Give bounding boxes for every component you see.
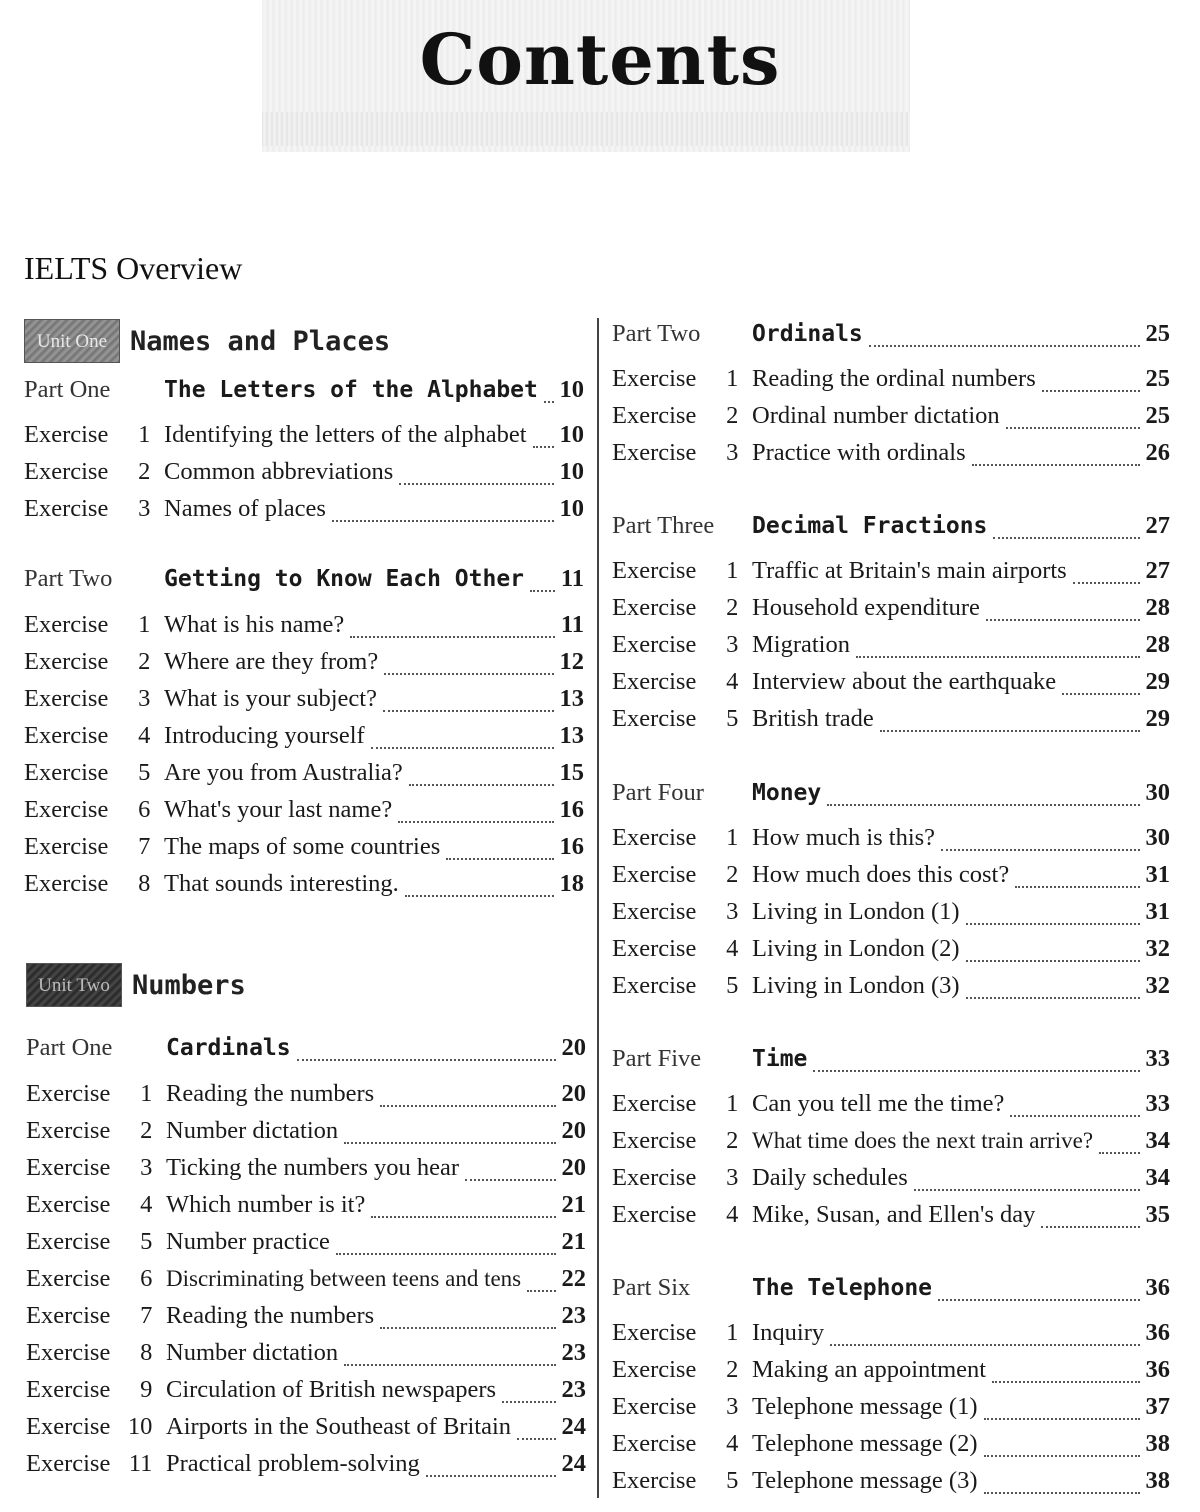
exercise-label: Exercise 11 bbox=[26, 1450, 153, 1477]
toc-part-row[interactable] bbox=[612, 1045, 1170, 1081]
exercise-label: Exercise 3 bbox=[24, 685, 151, 712]
leader-dots bbox=[446, 858, 553, 860]
leader-dots bbox=[992, 1381, 1139, 1383]
leader-dots bbox=[544, 401, 554, 403]
exercise-label: Exercise 1 bbox=[612, 1319, 739, 1346]
page-number: 16 bbox=[559, 833, 584, 860]
toc-exercise-row[interactable] bbox=[612, 935, 1170, 971]
toc-exercise-row[interactable] bbox=[612, 1201, 1170, 1237]
page-number: 11 bbox=[560, 565, 584, 592]
exercise-label: Exercise 2 bbox=[612, 402, 739, 429]
page-number: 28 bbox=[1145, 594, 1170, 621]
leader-dots bbox=[869, 345, 1140, 347]
leader-dots bbox=[380, 1327, 555, 1329]
leader-dots bbox=[344, 1142, 555, 1144]
exercise-label: Exercise 6 bbox=[26, 1265, 153, 1292]
exercise-title: Interview about the earthquake bbox=[752, 668, 1057, 695]
part-title: Ordinals bbox=[752, 321, 863, 347]
exercise-title: Circulation of British newspapers bbox=[166, 1376, 497, 1403]
exercise-title: Migration bbox=[752, 631, 850, 658]
page-number: 29 bbox=[1145, 668, 1170, 695]
exercise-title: Household expenditure bbox=[752, 594, 980, 621]
toc-exercise-row[interactable] bbox=[24, 796, 584, 832]
unit-badge: Unit One bbox=[24, 319, 120, 363]
leader-dots bbox=[1073, 582, 1140, 584]
page-number: 25 bbox=[1145, 320, 1170, 347]
exercise-label: Exercise 2 bbox=[612, 861, 739, 888]
page-number: 12 bbox=[559, 648, 584, 675]
page-number: 10 bbox=[559, 458, 584, 485]
leader-dots bbox=[941, 849, 1139, 851]
page-number: 15 bbox=[559, 759, 584, 786]
leader-dots bbox=[398, 821, 553, 823]
exercise-label: Exercise 4 bbox=[24, 722, 151, 749]
part-label: Part Four bbox=[612, 779, 704, 806]
exercise-title: Daily schedules bbox=[752, 1164, 908, 1191]
exercise-title: Telephone message (3) bbox=[752, 1467, 978, 1494]
page-number: 18 bbox=[559, 870, 584, 897]
exercise-label: Exercise 9 bbox=[26, 1376, 153, 1403]
toc-exercise-row[interactable] bbox=[612, 1164, 1170, 1200]
leader-dots bbox=[880, 730, 1140, 732]
exercise-title: Making an appointment bbox=[752, 1356, 987, 1383]
part-title: The Letters of the Alphabet bbox=[164, 377, 538, 403]
leader-dots bbox=[405, 895, 554, 897]
exercise-title: What is his name? bbox=[164, 611, 345, 638]
leader-dots bbox=[1015, 886, 1139, 888]
leader-dots bbox=[966, 960, 1140, 962]
exercise-title: Reading the ordinal numbers bbox=[752, 365, 1036, 392]
exercise-title: The maps of some countries bbox=[164, 833, 441, 860]
leader-dots bbox=[856, 656, 1140, 658]
exercise-title: Telephone message (2) bbox=[752, 1430, 978, 1457]
page-number: 30 bbox=[1145, 779, 1170, 806]
exercise-title: Ordinal number dictation bbox=[752, 402, 1000, 429]
exercise-title: Reading the numbers bbox=[166, 1080, 375, 1107]
toc-exercise-row[interactable] bbox=[26, 1154, 586, 1190]
exercise-label: Exercise 2 bbox=[26, 1117, 153, 1144]
exercise-label: Exercise 7 bbox=[24, 833, 151, 860]
part-label: Part Three bbox=[612, 512, 715, 539]
page-number: 38 bbox=[1145, 1430, 1170, 1457]
page-number: 23 bbox=[561, 1339, 586, 1366]
exercise-label: Exercise 10 bbox=[26, 1413, 153, 1440]
leader-dots bbox=[1041, 1226, 1139, 1228]
toc-exercise-row[interactable] bbox=[26, 1376, 586, 1412]
exercise-title: Ticking the numbers you hear bbox=[166, 1154, 460, 1181]
exercise-label: Exercise 1 bbox=[612, 1090, 739, 1117]
toc-exercise-row[interactable] bbox=[612, 1393, 1170, 1429]
leader-dots bbox=[1006, 427, 1140, 429]
part-title: Money bbox=[752, 780, 822, 806]
leader-dots bbox=[336, 1253, 556, 1255]
exercise-title: Living in London (1) bbox=[752, 898, 960, 925]
exercise-title: Number practice bbox=[166, 1228, 330, 1255]
leader-dots bbox=[383, 710, 554, 712]
exercise-label: Exercise 1 bbox=[612, 824, 739, 851]
leader-dots bbox=[426, 1475, 556, 1477]
toc-exercise-row[interactable] bbox=[24, 458, 584, 494]
page-number: 25 bbox=[1145, 402, 1170, 429]
toc-part-row[interactable] bbox=[26, 1034, 586, 1070]
exercise-title: Introducing yourself bbox=[164, 722, 365, 749]
toc-part-row[interactable] bbox=[612, 779, 1170, 815]
exercise-label: Exercise 4 bbox=[612, 1201, 739, 1228]
part-title: The Telephone bbox=[752, 1275, 933, 1301]
exercise-label: Exercise 3 bbox=[612, 898, 739, 925]
exercise-title: Common abbreviations bbox=[164, 458, 394, 485]
exercise-title: Where are they from? bbox=[164, 648, 379, 675]
leader-dots bbox=[813, 1070, 1139, 1072]
toc-part-row[interactable] bbox=[612, 512, 1170, 548]
toc-exercise-row[interactable] bbox=[24, 870, 584, 906]
page-number: 31 bbox=[1145, 898, 1170, 925]
exercise-label: Exercise 4 bbox=[26, 1191, 153, 1218]
exercise-label: Exercise 4 bbox=[612, 1430, 739, 1457]
page-number: 21 bbox=[561, 1191, 586, 1218]
toc-exercise-row[interactable] bbox=[24, 759, 584, 795]
exercise-title: Are you from Australia? bbox=[164, 759, 403, 786]
leader-dots bbox=[409, 784, 554, 786]
page-number: 22 bbox=[561, 1265, 586, 1292]
exercise-label: Exercise 3 bbox=[612, 439, 739, 466]
unit-title[interactable]: Names and Places bbox=[130, 325, 391, 357]
page-number: 27 bbox=[1145, 512, 1170, 539]
exercise-title: Living in London (3) bbox=[752, 972, 960, 999]
page-number: 36 bbox=[1145, 1319, 1170, 1346]
page-number: 16 bbox=[559, 796, 584, 823]
part-label: Part Two bbox=[612, 320, 701, 347]
toc-exercise-row[interactable] bbox=[612, 1467, 1170, 1503]
toc-exercise-row[interactable] bbox=[612, 1090, 1170, 1126]
toc-exercise-row[interactable] bbox=[612, 824, 1170, 860]
leader-dots bbox=[1042, 390, 1140, 392]
exercise-label: Exercise 1 bbox=[26, 1080, 153, 1107]
toc-exercise-row[interactable] bbox=[26, 1302, 586, 1338]
toc-exercise-row[interactable] bbox=[24, 833, 584, 869]
exercise-label: Exercise 4 bbox=[612, 935, 739, 962]
exercise-label: Exercise 2 bbox=[612, 594, 739, 621]
toc-exercise-row[interactable] bbox=[612, 1356, 1170, 1392]
exercise-title: Discriminating between teens and tens bbox=[166, 1266, 522, 1291]
leader-dots bbox=[384, 673, 553, 675]
exercise-label: Exercise 5 bbox=[612, 705, 739, 732]
unit-badge: Unit Two bbox=[26, 963, 122, 1007]
part-label: Part Five bbox=[612, 1045, 702, 1072]
page-number: 24 bbox=[561, 1413, 586, 1440]
page-number: 10 bbox=[559, 495, 584, 522]
toc-exercise-row[interactable] bbox=[26, 1265, 586, 1301]
toc-exercise-row[interactable] bbox=[26, 1413, 586, 1449]
exercise-label: Exercise 6 bbox=[24, 796, 151, 823]
toc-exercise-row[interactable] bbox=[612, 402, 1170, 438]
page-number: 33 bbox=[1145, 1090, 1170, 1117]
exercise-label: Exercise 3 bbox=[612, 1393, 739, 1420]
page-number: 21 bbox=[561, 1228, 586, 1255]
toc-exercise-row[interactable] bbox=[612, 1127, 1170, 1163]
leader-dots bbox=[984, 1455, 1140, 1457]
exercise-label: Exercise 3 bbox=[26, 1154, 153, 1181]
exercise-title: That sounds interesting. bbox=[164, 870, 399, 897]
toc-exercise-row[interactable] bbox=[24, 495, 584, 531]
toc-exercise-row[interactable] bbox=[26, 1450, 586, 1486]
page-number: 10 bbox=[559, 376, 584, 403]
leader-dots bbox=[830, 1344, 1139, 1346]
exercise-label: Exercise 1 bbox=[612, 365, 739, 392]
exercise-title: Which number is it? bbox=[166, 1191, 366, 1218]
part-title: Decimal Fractions bbox=[752, 513, 988, 539]
toc-exercise-row[interactable] bbox=[24, 611, 584, 647]
page-number: 34 bbox=[1145, 1127, 1170, 1154]
toc-exercise-row[interactable] bbox=[26, 1339, 586, 1375]
page-number: 31 bbox=[1145, 861, 1170, 888]
toc-exercise-row[interactable] bbox=[612, 1319, 1170, 1355]
toc-exercise-row[interactable] bbox=[26, 1080, 586, 1116]
unit-header bbox=[24, 318, 390, 364]
toc-part-row[interactable] bbox=[24, 376, 584, 412]
page-number: 20 bbox=[561, 1154, 586, 1181]
page-number: 32 bbox=[1145, 972, 1170, 999]
exercise-label: Exercise 4 bbox=[612, 668, 739, 695]
exercise-title: How much does this cost? bbox=[752, 861, 1010, 888]
toc-exercise-row[interactable] bbox=[26, 1228, 586, 1264]
exercise-label: Exercise 5 bbox=[612, 972, 739, 999]
exercise-label: Exercise 2 bbox=[612, 1356, 739, 1383]
page-number: 20 bbox=[561, 1117, 586, 1144]
part-label: Part Six bbox=[612, 1274, 691, 1301]
page-number: 29 bbox=[1145, 705, 1170, 732]
toc-exercise-row[interactable] bbox=[612, 705, 1170, 741]
toc-exercise-row[interactable] bbox=[612, 1430, 1170, 1466]
toc-exercise-row[interactable] bbox=[612, 972, 1170, 1008]
exercise-label: Exercise 1 bbox=[24, 611, 151, 638]
page-number: 11 bbox=[560, 611, 584, 638]
unit-header bbox=[26, 962, 246, 1008]
leader-dots bbox=[380, 1105, 555, 1107]
page-number: 13 bbox=[559, 722, 584, 749]
page-number: 20 bbox=[561, 1034, 586, 1061]
exercise-label: Exercise 2 bbox=[24, 458, 151, 485]
exercise-label: Exercise 3 bbox=[612, 1164, 739, 1191]
exercise-label: Exercise 5 bbox=[26, 1228, 153, 1255]
leader-dots bbox=[533, 446, 554, 448]
leader-dots bbox=[502, 1401, 555, 1403]
part-label: Part One bbox=[26, 1034, 113, 1061]
leader-dots bbox=[1099, 1152, 1139, 1154]
leader-dots bbox=[984, 1418, 1140, 1420]
leader-dots bbox=[914, 1189, 1140, 1191]
leader-dots bbox=[344, 1364, 555, 1366]
part-title: Getting to Know Each Other bbox=[164, 566, 525, 592]
page-number: 34 bbox=[1145, 1164, 1170, 1191]
leader-dots bbox=[986, 619, 1140, 621]
page-number: 26 bbox=[1145, 439, 1170, 466]
page-number: 23 bbox=[561, 1302, 586, 1329]
toc-exercise-row[interactable] bbox=[26, 1117, 586, 1153]
toc-exercise-row[interactable] bbox=[24, 421, 584, 457]
exercise-title: Names of places bbox=[164, 495, 326, 522]
toc-exercise-row[interactable] bbox=[24, 722, 584, 758]
toc-exercise-row[interactable] bbox=[612, 439, 1170, 475]
exercise-title: How much is this? bbox=[752, 824, 936, 851]
leader-dots bbox=[350, 636, 555, 638]
page-number: 28 bbox=[1145, 631, 1170, 658]
exercise-title: What time does the next train arrive? bbox=[752, 1128, 1094, 1153]
exercise-title: Airports in the Southeast of Britain bbox=[166, 1413, 511, 1440]
exercise-label: Exercise 5 bbox=[612, 1467, 739, 1494]
part-label: Part One bbox=[24, 376, 111, 403]
part-title: Time bbox=[752, 1046, 808, 1072]
exercise-title: Practice with ordinals bbox=[752, 439, 966, 466]
leader-dots bbox=[966, 997, 1140, 999]
leader-dots bbox=[527, 1290, 555, 1292]
toc-exercise-row[interactable] bbox=[612, 861, 1170, 897]
toc-exercise-row[interactable] bbox=[612, 631, 1170, 667]
overview-heading[interactable]: IELTS Overview bbox=[24, 250, 243, 286]
exercise-title: Can you tell me the time? bbox=[752, 1090, 1005, 1117]
page-title: Contents bbox=[419, 18, 781, 101]
page-number: 24 bbox=[561, 1450, 586, 1477]
page-number: 32 bbox=[1145, 935, 1170, 962]
unit-title[interactable]: Numbers bbox=[132, 969, 246, 1001]
exercise-title: Reading the numbers bbox=[166, 1302, 375, 1329]
leader-dots bbox=[938, 1299, 1139, 1301]
exercise-title: British trade bbox=[752, 705, 874, 732]
exercise-title: Telephone message (1) bbox=[752, 1393, 978, 1420]
page-number: 37 bbox=[1145, 1393, 1170, 1420]
column-divider bbox=[597, 318, 599, 1498]
page-number: 35 bbox=[1145, 1201, 1170, 1228]
toc-exercise-row[interactable] bbox=[612, 557, 1170, 593]
leader-dots bbox=[517, 1438, 556, 1440]
exercise-title: Traffic at Britain's main airports bbox=[752, 557, 1067, 584]
exercise-title: What is your subject? bbox=[164, 685, 377, 712]
toc-exercise-row[interactable] bbox=[612, 365, 1170, 401]
page-number: 27 bbox=[1145, 557, 1170, 584]
toc-exercise-row[interactable] bbox=[24, 648, 584, 684]
leader-dots bbox=[332, 520, 554, 522]
page-number: 23 bbox=[561, 1376, 586, 1403]
page-number: 10 bbox=[559, 421, 584, 448]
exercise-label: Exercise 1 bbox=[24, 421, 151, 448]
exercise-label: Exercise 2 bbox=[612, 1127, 739, 1154]
leader-dots bbox=[827, 804, 1139, 806]
page-number: 30 bbox=[1145, 824, 1170, 851]
exercise-label: Exercise 8 bbox=[26, 1339, 153, 1366]
toc-exercise-row[interactable] bbox=[24, 685, 584, 721]
exercise-title: Mike, Susan, and Ellen's day bbox=[752, 1201, 1036, 1228]
exercise-title: Inquiry bbox=[752, 1319, 825, 1346]
toc-part-row[interactable] bbox=[24, 565, 584, 601]
leader-dots bbox=[1010, 1115, 1139, 1117]
page-number: 33 bbox=[1145, 1045, 1170, 1072]
exercise-title: Number dictation bbox=[166, 1339, 339, 1366]
toc-exercise-row[interactable] bbox=[612, 898, 1170, 934]
page-number: 36 bbox=[1145, 1356, 1170, 1383]
exercise-title: What's your last name? bbox=[164, 796, 393, 823]
exercise-label: Exercise 3 bbox=[612, 631, 739, 658]
leader-dots bbox=[399, 483, 553, 485]
exercise-label: Exercise 2 bbox=[24, 648, 151, 675]
exercise-title: Practical problem-solving bbox=[166, 1450, 420, 1477]
exercise-label: Exercise 3 bbox=[24, 495, 151, 522]
exercise-label: Exercise 8 bbox=[24, 870, 151, 897]
leader-dots bbox=[984, 1492, 1140, 1494]
leader-dots bbox=[371, 1216, 555, 1218]
leader-dots bbox=[297, 1059, 556, 1061]
part-title: Cardinals bbox=[166, 1035, 291, 1061]
part-label: Part Two bbox=[24, 565, 113, 592]
toc-exercise-row[interactable] bbox=[26, 1191, 586, 1227]
leader-dots bbox=[966, 923, 1140, 925]
leader-dots bbox=[530, 590, 555, 592]
exercise-title: Identifying the letters of the alphabet bbox=[164, 421, 527, 448]
exercise-title: Number dictation bbox=[166, 1117, 339, 1144]
leader-dots bbox=[972, 464, 1140, 466]
toc-part-row[interactable] bbox=[612, 320, 1170, 356]
toc-exercise-row[interactable] bbox=[612, 594, 1170, 630]
page-number: 20 bbox=[561, 1080, 586, 1107]
exercise-label: Exercise 1 bbox=[612, 557, 739, 584]
leader-dots bbox=[371, 747, 554, 749]
page-number: 13 bbox=[559, 685, 584, 712]
page-number: 36 bbox=[1145, 1274, 1170, 1301]
exercise-title: Living in London (2) bbox=[752, 935, 960, 962]
exercise-label: Exercise 5 bbox=[24, 759, 151, 786]
toc-exercise-row[interactable] bbox=[612, 668, 1170, 704]
page-number: 25 bbox=[1145, 365, 1170, 392]
page-number: 38 bbox=[1145, 1467, 1170, 1494]
leader-dots bbox=[993, 537, 1139, 539]
exercise-label: Exercise 7 bbox=[26, 1302, 153, 1329]
toc-part-row[interactable] bbox=[612, 1274, 1170, 1310]
leader-dots bbox=[465, 1179, 555, 1181]
leader-dots bbox=[1062, 693, 1139, 695]
